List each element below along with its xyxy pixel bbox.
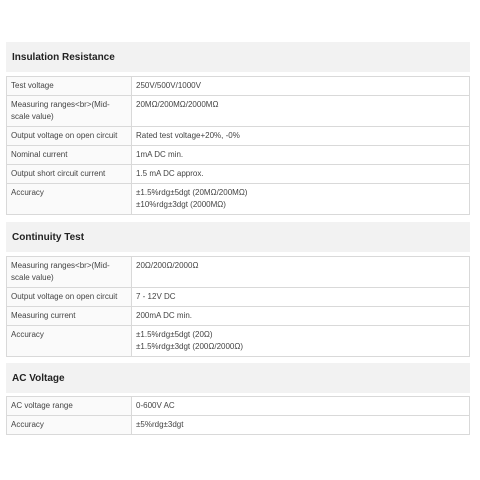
row-label: Measuring ranges<br>(Mid-scale value) xyxy=(7,96,132,127)
table-row xyxy=(7,96,470,127)
row-label: Output voltage on open circuit xyxy=(7,288,132,307)
row-label: Test voltage xyxy=(7,77,132,96)
row-value: 7 - 12V DC xyxy=(132,288,470,307)
row-value: 1mA DC min. xyxy=(132,146,470,165)
row-label: Accuracy xyxy=(7,184,132,215)
table-row xyxy=(7,307,470,326)
row-value: 20Ω/200Ω/2000Ω xyxy=(132,257,470,288)
spec-table-insulation-resistance xyxy=(6,76,470,215)
table-row xyxy=(7,397,470,416)
row-value: ±1.5%rdg±5dgt (20Ω) ±1.5%rdg±3dgt (200Ω/2000Ω) xyxy=(132,326,470,357)
row-label: AC voltage range xyxy=(7,397,132,416)
table-row xyxy=(7,326,470,357)
row-value: 20MΩ/200MΩ/2000MΩ xyxy=(132,96,470,127)
table-row xyxy=(7,165,470,184)
row-label: Output voltage on open circuit xyxy=(7,127,132,146)
row-label: Accuracy xyxy=(7,416,132,435)
table-row xyxy=(7,184,470,215)
row-value: 1.5 mA DC approx. xyxy=(132,165,470,184)
row-value: 200mA DC min. xyxy=(132,307,470,326)
section-title-ac-voltage: AC Voltage xyxy=(6,363,470,393)
row-label: Measuring current xyxy=(7,307,132,326)
row-value: 250V/500V/1000V xyxy=(132,77,470,96)
table-row xyxy=(7,127,470,146)
table-row xyxy=(7,416,470,435)
row-label: Nominal current xyxy=(7,146,132,165)
row-label: Output short circuit current xyxy=(7,165,132,184)
table-row xyxy=(7,257,470,288)
spec-table-continuity-test xyxy=(6,256,470,357)
row-value: ±1.5%rdg±5dgt (20MΩ/200MΩ) ±10%rdg±3dgt (2000MΩ) xyxy=(132,184,470,215)
section-title-continuity-test: Continuity Test xyxy=(6,222,470,252)
spec-table-ac-voltage xyxy=(6,396,470,435)
row-label: Accuracy xyxy=(7,326,132,357)
row-value: ±5%rdg±3dgt xyxy=(132,416,470,435)
row-value: Rated test voltage+20%, -0% xyxy=(132,127,470,146)
section-title-insulation-resistance: Insulation Resistance xyxy=(6,42,470,72)
table-row xyxy=(7,288,470,307)
table-row xyxy=(7,146,470,165)
table-row xyxy=(7,77,470,96)
row-value: 0-600V AC xyxy=(132,397,470,416)
row-label: Measuring ranges<br>(Mid-scale value) xyxy=(7,257,132,288)
